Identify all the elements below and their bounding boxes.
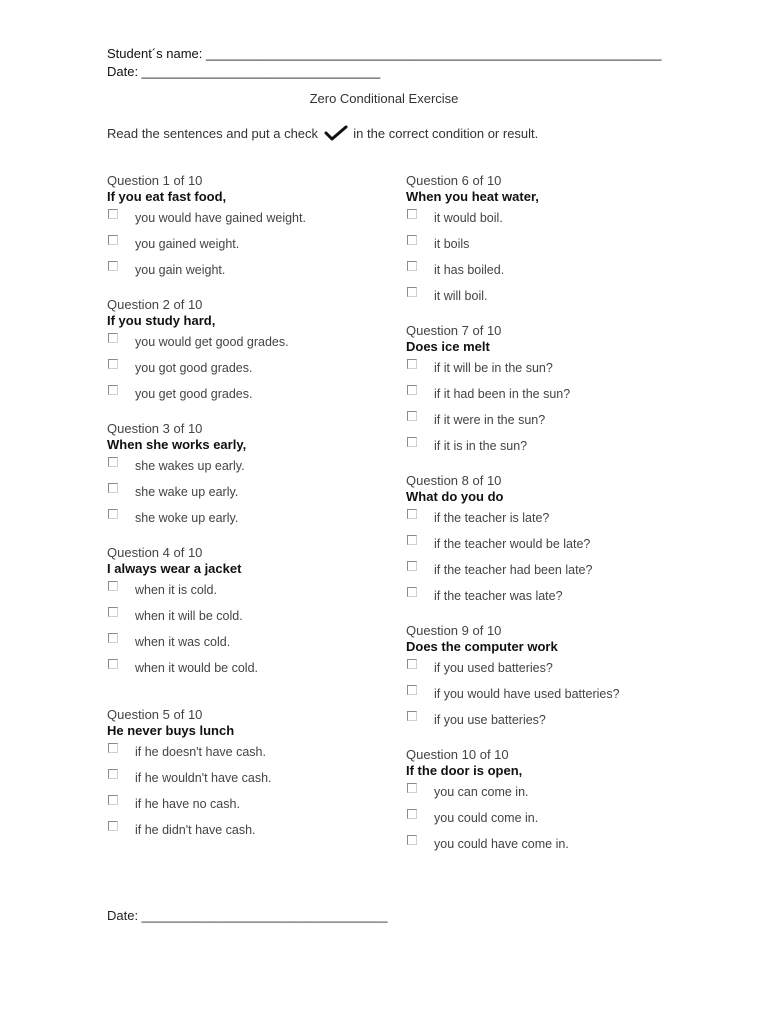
question-number: Question 5 of 10: [107, 707, 203, 722]
option[interactable]: [107, 457, 407, 483]
question-stem: If you study hard,: [107, 313, 216, 328]
option-label: she wakes up early.: [135, 459, 245, 473]
page-title: Zero Conditional Exercise: [309, 91, 459, 106]
option-label: if it will be in the sun?: [434, 361, 553, 375]
question-6: [406, 173, 706, 313]
question-stem: When you heat water,: [406, 189, 539, 204]
option-label: when it will be cold.: [135, 609, 243, 623]
option-label: when it is cold.: [135, 583, 217, 597]
option[interactable]: [406, 835, 706, 861]
option[interactable]: [107, 509, 407, 535]
option[interactable]: [107, 333, 407, 359]
question-number: Question 2 of 10: [107, 297, 203, 312]
checkbox[interactable]: [407, 561, 417, 571]
option-label: if the teacher was late?: [434, 589, 563, 603]
option[interactable]: [406, 385, 706, 411]
date-line: Date: _________________________________: [107, 64, 381, 79]
question-number: Question 4 of 10: [107, 545, 203, 560]
option-label: it boils: [434, 237, 470, 251]
option-label: it will boil.: [434, 289, 488, 303]
option-label: if it had been in the sun?: [434, 387, 571, 401]
option-label: if he didn't have cash.: [135, 823, 256, 837]
question-number: Question 6 of 10: [406, 173, 502, 188]
option[interactable]: [406, 359, 706, 385]
question-number: Question 3 of 10: [107, 421, 203, 436]
option[interactable]: [107, 659, 407, 685]
option-label: it has boiled.: [434, 263, 505, 277]
checkbox[interactable]: [407, 659, 417, 669]
option[interactable]: [107, 483, 407, 509]
question-number: Question 1 of 10: [107, 173, 203, 188]
question-9: [406, 623, 706, 737]
question-4: [107, 545, 407, 685]
checkbox[interactable]: [108, 743, 118, 753]
option-label: when it would be cold.: [135, 661, 258, 675]
question-2: [107, 297, 407, 411]
question-1: [107, 173, 407, 287]
option[interactable]: [107, 633, 407, 659]
option[interactable]: [406, 261, 706, 287]
option[interactable]: [406, 509, 706, 535]
option[interactable]: [107, 743, 407, 769]
option[interactable]: [107, 235, 407, 261]
option-label: you would have gained weight.: [135, 211, 306, 225]
checkbox[interactable]: [407, 261, 417, 271]
option-label: if the teacher is late?: [434, 511, 550, 525]
option[interactable]: [406, 685, 706, 711]
checkbox[interactable]: [108, 581, 118, 591]
checkbox[interactable]: [407, 287, 417, 297]
option[interactable]: [107, 209, 407, 235]
option-label: you could come in.: [434, 811, 539, 825]
option[interactable]: [406, 411, 706, 437]
checkbox[interactable]: [407, 587, 417, 597]
checkbox[interactable]: [108, 359, 118, 369]
checkbox[interactable]: [407, 783, 417, 793]
question-stem: What do you do: [406, 489, 504, 504]
option-label: if he doesn't have cash.: [135, 745, 266, 759]
option-label: you could have come in.: [434, 837, 569, 851]
question-number: Question 9 of 10: [406, 623, 502, 638]
option-label: it would boil.: [434, 211, 503, 225]
checkbox[interactable]: [108, 795, 118, 805]
checkmark-icon: [324, 124, 348, 142]
option[interactable]: [107, 385, 407, 411]
checkbox[interactable]: [108, 333, 118, 343]
option[interactable]: [406, 809, 706, 835]
question-stem: If you eat fast food,: [107, 189, 227, 204]
question-stem: Does ice melt: [406, 339, 490, 354]
question-10: [406, 747, 706, 861]
option[interactable]: [406, 587, 706, 613]
option[interactable]: [406, 783, 706, 809]
checkbox[interactable]: [407, 209, 417, 219]
option[interactable]: [406, 209, 706, 235]
checkbox[interactable]: [407, 359, 417, 369]
option-label: if you used batteries?: [434, 661, 553, 675]
option[interactable]: [107, 795, 407, 821]
question-stem: When she works early,: [107, 437, 247, 452]
checkbox[interactable]: [407, 509, 417, 519]
checkbox[interactable]: [108, 633, 118, 643]
option-label: if it is in the sun?: [434, 439, 528, 453]
option-label: if he wouldn't have cash.: [135, 771, 272, 785]
question-stem: Does the computer work: [406, 639, 558, 654]
question-8: [406, 473, 706, 613]
option-label: if you would have used batteries?: [434, 687, 620, 701]
question-5: [107, 707, 407, 847]
checkbox[interactable]: [108, 209, 118, 219]
question-7: [406, 323, 706, 463]
option[interactable]: [107, 359, 407, 385]
option-label: you gained weight.: [135, 237, 240, 251]
option-label: you can come in.: [434, 785, 529, 799]
option-label: you gain weight.: [135, 263, 226, 277]
option-label: she wake up early.: [135, 485, 239, 499]
option-label: you got good grades.: [135, 361, 253, 375]
checkbox[interactable]: [108, 659, 118, 669]
option[interactable]: [406, 659, 706, 685]
checkbox[interactable]: [108, 457, 118, 467]
instruction-text: [107, 124, 538, 142]
instruction-after: in the correct condition or result.: [353, 126, 539, 141]
option-label: if it were in the sun?: [434, 413, 546, 427]
option[interactable]: [107, 769, 407, 795]
option-label: if he have no cash.: [135, 797, 240, 811]
instruction-before: Read the sentences and put a check: [107, 126, 319, 141]
option[interactable]: [406, 561, 706, 587]
checkbox[interactable]: [108, 509, 118, 519]
option-label: if the teacher had been late?: [434, 563, 593, 577]
option[interactable]: [406, 711, 706, 737]
checkbox[interactable]: [108, 235, 118, 245]
checkbox[interactable]: [407, 535, 417, 545]
question-stem: If the door is open,: [406, 763, 523, 778]
right-column: [406, 173, 706, 861]
checkbox[interactable]: [108, 483, 118, 493]
checkbox[interactable]: [108, 821, 118, 831]
option[interactable]: [107, 581, 407, 607]
question-stem: He never buys lunch: [107, 723, 235, 738]
checkbox[interactable]: [108, 385, 118, 395]
checkbox[interactable]: [108, 607, 118, 617]
option[interactable]: [406, 535, 706, 561]
option-label: you would get good grades.: [135, 335, 289, 349]
checkbox[interactable]: [407, 385, 417, 395]
question-stem: I always wear a jacket: [107, 561, 242, 576]
option-label: if you use batteries?: [434, 713, 546, 727]
question-number: Question 10 of 10: [406, 747, 509, 762]
footer-date-line: Date: __________________________________: [107, 908, 388, 923]
left-column: [107, 173, 407, 847]
option[interactable]: [406, 287, 706, 313]
student-name-line: Student´s name: _______________________________________________________________: [107, 46, 662, 61]
option-label: you get good grades.: [135, 387, 253, 401]
option[interactable]: [107, 821, 407, 847]
question-number: Question 8 of 10: [406, 473, 502, 488]
checkbox[interactable]: [108, 261, 118, 271]
checkbox[interactable]: [407, 411, 417, 421]
option[interactable]: [406, 437, 706, 463]
option-label: if the teacher would be late?: [434, 537, 591, 551]
checkbox[interactable]: [407, 835, 417, 845]
question-number: Question 7 of 10: [406, 323, 502, 338]
option[interactable]: [406, 235, 706, 261]
checkbox[interactable]: [407, 437, 417, 447]
option-label: when it was cold.: [135, 635, 231, 649]
checkbox[interactable]: [407, 711, 417, 721]
checkbox[interactable]: [108, 769, 118, 779]
checkbox[interactable]: [407, 235, 417, 245]
option[interactable]: [107, 607, 407, 633]
option[interactable]: [107, 261, 407, 287]
checkbox[interactable]: [407, 809, 417, 819]
option-label: she woke up early.: [135, 511, 239, 525]
question-3: [107, 421, 407, 535]
checkbox[interactable]: [407, 685, 417, 695]
